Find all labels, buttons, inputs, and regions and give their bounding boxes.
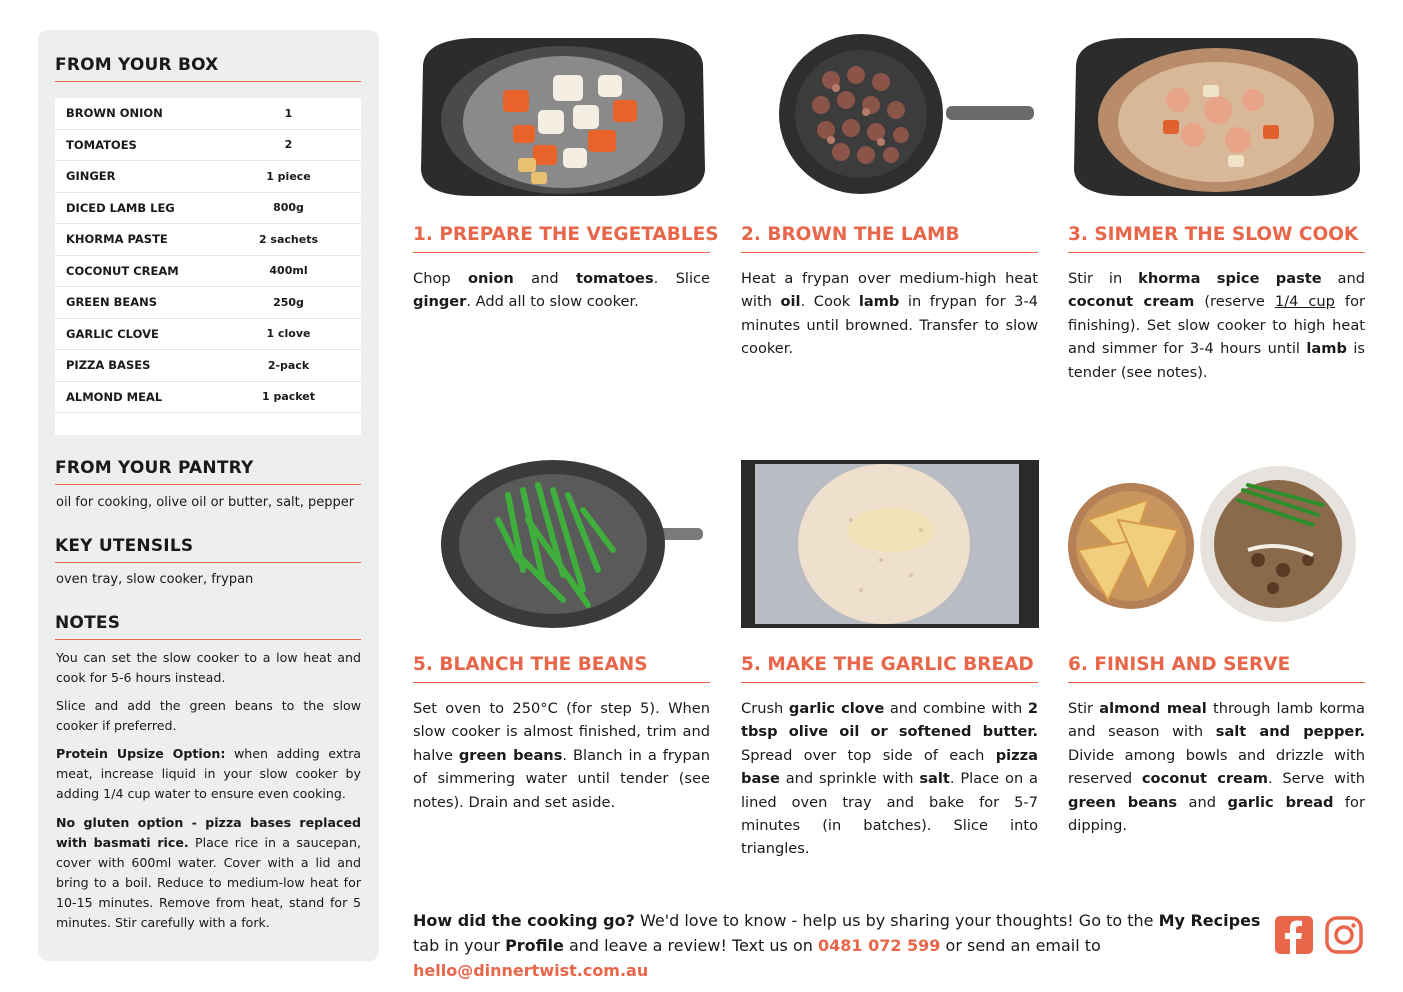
step-3-title: 3. SIMMER THE SLOW COOK [1068,224,1365,253]
step-text-segment: and sprinkle with [779,770,920,788]
step-2-title: 2. BROWN THE LAMB [741,224,1038,253]
step-text-segment: almond meal [1099,700,1207,717]
feedback-footer [413,908,1273,983]
ingredient-name: BROWN ONION [66,106,163,121]
notes-title: NOTES [55,613,361,640]
step-6-body [1068,697,1365,837]
step-text-segment: . Add all to slow cooker. [466,293,639,311]
step-text-segment: Crush [741,700,789,717]
ingredient-name: DICED LAMB LEG [66,200,175,215]
step-text-segment: Stir in [1068,270,1139,287]
step-text-segment: for dipping. [1068,793,1365,835]
ingredient-row [55,382,361,414]
step-text-segment: salt and pepper. [1215,723,1365,741]
note-no-gluten [56,813,361,933]
step-text-segment: . Cook [800,293,859,311]
step-text-segment: salt [919,770,950,788]
step-6-title: 6. FINISH AND SERVE [1068,654,1365,683]
utensils-text: oven tray, slow cooker, frypan [56,572,254,587]
step-4-title: 5. BLANCH THE BEANS [413,654,710,683]
step-text-segment: and [1177,793,1228,811]
plated-lamb-korma-photo [1068,460,1366,628]
step-text-segment: khorma spice paste [1138,270,1322,287]
step-text-segment: coconut cream [1141,770,1269,788]
step-text-segment: tomatoes [575,270,654,287]
note-protein-upsize-text: when adding extra meat, increase liquid in your slow cooker by adding 1/4 cup water to ensure even cooking. [56,746,362,801]
ingredient-name: KHORMA PASTE [66,232,168,247]
ingredient-qty: 400ml [269,264,308,278]
step-text-segment: Set oven to 250°C (for step 5). When slow cooker is almost finished, trim and halve [413,700,710,764]
key-utensils-title: KEY UTENSILS [55,536,361,563]
note-protein-upsize [56,744,361,804]
step-text-segment: in frypan for 3-4 minutes until browned. Transfer to slow cooker. [741,293,1039,358]
ingredient-name: COCONUT CREAM [66,263,179,278]
note-no-gluten-label: No gluten option - pizza bases replaced with basmati rice. [56,815,361,850]
step-text-segment: Divide among bowls and drizzle with reserved [1068,746,1365,788]
from-your-box-title: FROM YOUR BOX [55,55,361,82]
step-text-segment: lamb [858,293,900,311]
ingredient-row [55,350,361,382]
feedback-text-1: We'd love to know - help us by sharing your thoughts! Go to the [634,911,1159,930]
step-text-segment: green beans [458,746,563,764]
step-5-title: 5. MAKE THE GARLIC BREAD [741,654,1038,683]
ingredient-qty: 2-pack [267,358,310,372]
step-2-body [741,267,1038,361]
pantry-text: oil for cooking, olive oil or butter, salt, pepper [56,495,355,510]
ingredient-qty: 1 clove [266,327,311,341]
ingredient-qty: 2 [284,138,293,152]
green-beans-in-frypan-photo [413,460,711,628]
feedback-text-2: tab in your [413,936,506,955]
step-text-segment: green beans [1068,793,1178,811]
step-3-body [1068,267,1365,384]
step-text-segment: and combine with [884,700,1028,717]
ingredient-row [55,98,361,130]
step-text-segment: 1/4 cup [1274,293,1335,311]
feedback-question: How did the cooking go? [413,911,635,930]
vegetables-in-slow-cooker-photo [413,30,711,198]
step-text-segment: oil [780,293,801,311]
note-no-gluten-text: Place rice in a saucepan, cover with 600ml water. Cover with a lid and bring to a boil. Reduce to medium-low heat for 10-15 minutes. Remove from heat, stand for 5 minutes. Stir carefully with a fork. [56,835,361,930]
ingredient-name: GARLIC CLOVE [66,326,159,341]
step-text-segment: ginger [413,293,467,311]
ingredient-row [55,161,361,193]
step-4-body [413,697,710,814]
note-low-heat: You can set the slow cooker to a low heat and cook for 5-6 hours instead. [56,650,361,685]
ingredient-row [55,130,361,162]
ingredient-row [55,256,361,288]
facebook-icon[interactable] [1275,916,1313,954]
step-text-segment: . Slice [653,270,711,287]
ingredients-table [55,98,361,435]
profile-label: Profile [505,936,564,955]
ingredient-row [55,287,361,319]
ingredient-name: TOMATOES [66,137,137,152]
step-text-segment: and [1321,270,1366,287]
step-text-segment: . Place on a lined oven tray and bake for 5-7 minutes (in batches). Slice into triangles. [741,770,1038,858]
step-text-segment: Spread over top side of each [741,746,996,764]
step-text-segment: lamb [1306,340,1347,358]
ingredient-name: GREEN BEANS [66,295,158,310]
ingredient-row [55,319,361,351]
ingredient-name: GINGER [66,169,116,184]
ingredients-sidebar [38,30,379,961]
feedback-text-3: and leave a review! Text us on [563,936,818,955]
ingredient-qty: 800g [273,201,304,215]
step-text-segment: (reserve [1194,293,1275,311]
step-text-segment: and [513,270,576,287]
ingredient-name: PIZZA BASES [66,358,151,373]
note-green-beans: Slice and add the green beans to the slow cooker if preferred. [56,698,361,733]
step-text-segment: garlic bread [1227,793,1334,811]
step-1-body [413,267,710,314]
step-text-segment: onion [467,270,514,287]
step-text-segment: through lamb korma and season with [1068,700,1365,741]
ingredient-qty: 1 packet [261,390,316,404]
korma-in-slow-cooker-photo [1068,30,1366,198]
step-text-segment: for finishing). Set slow cooker to high heat and simmer for 3-4 hours until [1068,293,1365,358]
feedback-text-4: or send an email to [940,936,1101,955]
step-text-segment: garlic clove [788,700,885,717]
from-your-pantry-title: FROM YOUR PANTRY [55,458,361,485]
my-recipes-label: My Recipes [1158,911,1261,930]
step-text-segment: pizza base [741,746,1038,788]
lamb-in-frypan-photo [741,30,1039,198]
step-1-title: 1. PREPARE THE VEGETABLES [413,224,710,253]
step-text-segment: is tender (see notes). [1068,340,1365,381]
ingredient-qty: 250g [273,295,304,309]
step-text-segment: . Blanch in a frypan of simmering water until tender (see notes). Drain and set aside. [413,746,710,811]
ingredient-name: ALMOND MEAL [66,389,163,404]
ingredient-qty: 2 sachets [258,232,319,246]
ingredient-qty: 1 piece [266,169,311,183]
step-text-segment: Stir [1068,700,1100,717]
step-text-segment: Chop [413,270,468,287]
pizza-base-on-tray-photo [741,460,1039,628]
step-text-segment: 2 tbsp olive oil or softened butter. [741,700,1038,741]
email-link[interactable]: hello@dinnertwist.com.au [413,961,649,980]
ingredient-row [55,224,361,256]
instagram-icon[interactable] [1325,916,1363,954]
step-text-segment: Heat a frypan over medium-high heat with [741,270,1038,311]
phone-number-link[interactable]: 0481 072 599 [817,936,941,955]
ingredient-row [55,193,361,225]
step-5-body [741,697,1038,861]
note-protein-upsize-label: Protein Upsize Option: [56,746,226,761]
ingredient-qty: 1 [284,106,293,120]
step-text-segment: . Serve with [1268,770,1365,788]
step-text-segment: coconut cream [1068,293,1195,311]
